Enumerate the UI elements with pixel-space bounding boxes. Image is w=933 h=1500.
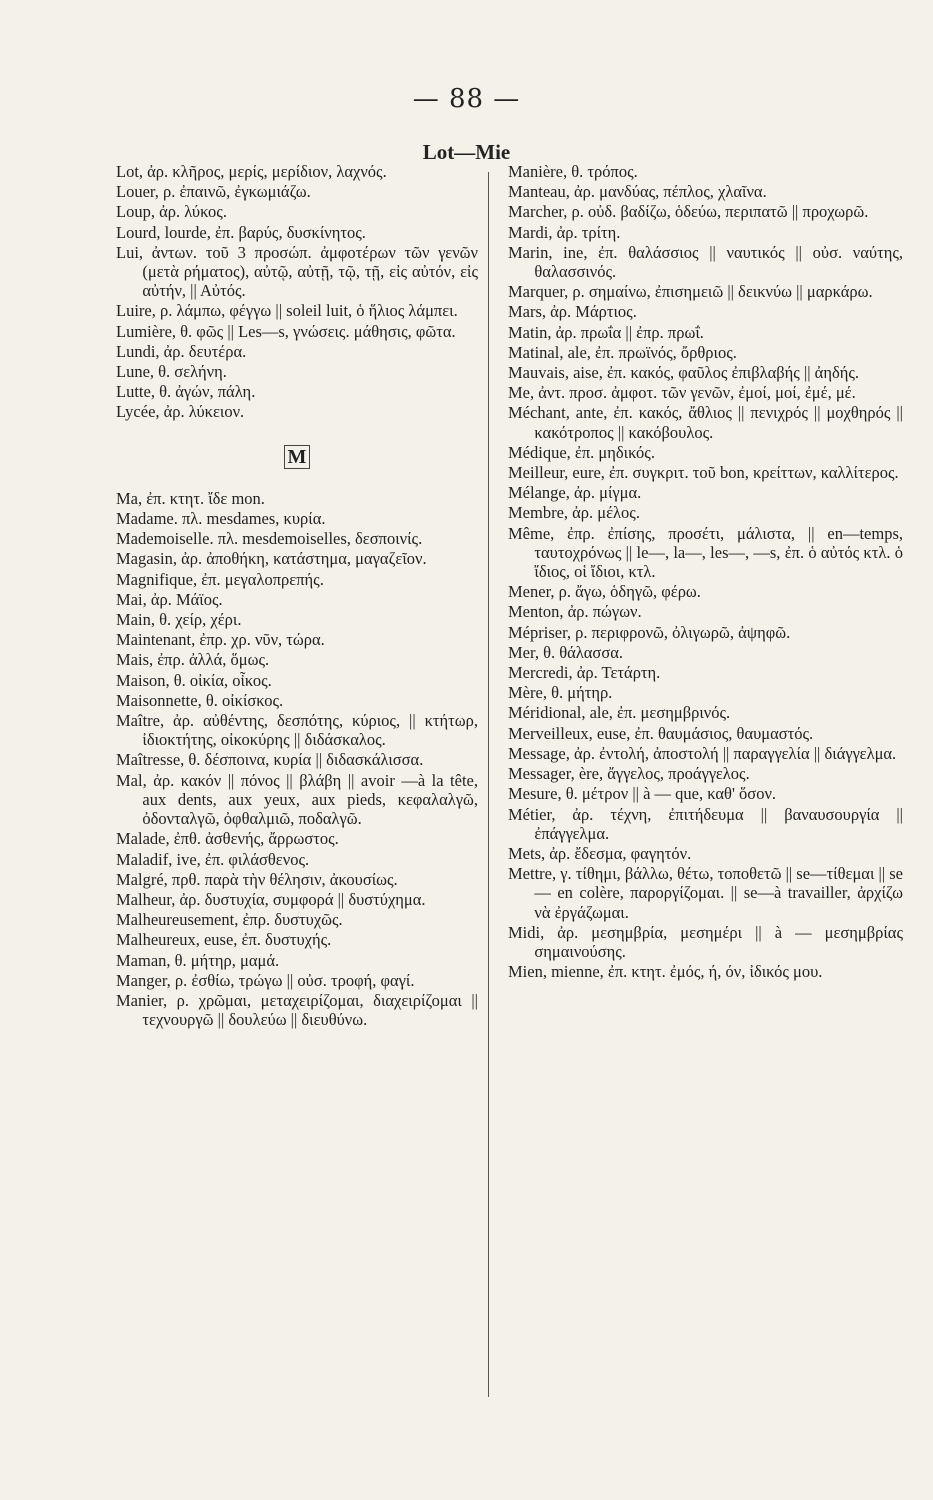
right-entries <box>508 162 903 981</box>
dictionary-entry: Marcher, ρ. οὐδ. βαδίζω, ὁδεύω, περιπατῶ || προχωρῶ. <box>508 202 869 222</box>
dictionary-entry: Mien, mienne, ἐπ. κτητ. ἐμός, ή, όν, ἰδικός μου. <box>508 962 823 982</box>
dictionary-entry: Mettre, γ. τίθημι, βάλλω, θέτω, τοποθετῶ || se—τίθεμαι || se— en colère, παροργίζομαι. || se—à travailler, ἀρχίζω νὰ ἐργάζωμαι. <box>508 864 903 922</box>
dictionary-entry: Maison, θ. οἰκία, οἶκος. <box>116 670 272 690</box>
dictionary-entry: Mépriser, ρ. περιφρονῶ, ὀλιγωρῶ, ἀψηφῶ. <box>508 622 791 642</box>
dictionary-entry: Madame. πλ. mesdames, κυρία. <box>116 509 326 529</box>
dictionary-entry: Matin, ἀρ. πρωΐα || ἐπρ. πρωΐ. <box>508 322 704 342</box>
dictionary-entry: Malheureusement, ἐπρ. δυστυχῶς. <box>116 910 343 930</box>
dictionary-entry: Meilleur, eure, ἐπ. συγκριτ. τοῦ bon, κρείττων, καλλίτερος. <box>508 463 899 483</box>
dictionary-entry: Mauvais, aise, ἐπ. κακός, φαῦλος ἐπιβλαβής || ἀηδής. <box>508 363 860 383</box>
dictionary-entry: Maman, θ. μήτηρ, μαμά. <box>116 950 280 970</box>
dictionary-entry: Mai, ἀρ. Μάϊος. <box>116 589 223 609</box>
dictionary-entry: Lui, ἀντων. τοῦ 3 προσώπ. ἀμφοτέρων τῶν γενῶν (μετὰ ρήματος), αὐτῷ, αὐτῇ, τῷ, τῇ, εἰς αὐτόν, εἰς αὐτήν, || Αὐτός. <box>116 242 478 301</box>
left-column <box>116 162 478 1030</box>
dictionary-entry: Mademoiselle. πλ. mesdemoiselles, δεσποινίς. <box>116 529 423 549</box>
dictionary-entry: Main, θ. χείρ, χέρι. <box>116 610 242 630</box>
page-number: — 88 — <box>412 84 521 114</box>
dictionary-entry: Loup, ἀρ. λύκος. <box>116 202 227 222</box>
dictionary-entry: Magnifique, ἐπ. μεγαλοπρεπής. <box>116 569 324 589</box>
dictionary-entry: Maintenant, ἐπρ. χρ. νῦν, τώρα. <box>116 630 325 650</box>
dictionary-entry: Manière, θ. τρόπος. <box>508 162 638 181</box>
dictionary-entry: Méchant, ante, ἐπ. κακός, ἄθλιος || πενιχρός || μοχθηρός || κακότροπος || κακόβουλος. <box>508 403 903 442</box>
dictionary-entry: Malheureux, euse, ἐπ. δυστυχής. <box>116 930 332 950</box>
dictionary-entry: Malheur, ἀρ. δυστυχία, συμφορά || δυστύχημα. <box>116 889 426 909</box>
dictionary-entry: Manier, ρ. χρῶμαι, μεταχειρίζομαι, διαχειρίζομαι || τεχνουργῶ || δουλεύω || διευθύνω. <box>116 990 478 1030</box>
dictionary-entry: Mesure, θ. μέτρον || à — que, καθ' ὅσον. <box>508 784 777 804</box>
right-column <box>508 162 903 982</box>
dictionary-entry: Mal, ἀρ. κακόν || πόνος || βλάβη || avoir —à la tête, aux dents, aux yeux, aux pieds, κεφαλαλγῶ, ὀδονταλγῶ, ὀφθαλμιῶ, ποδαλγῶ. <box>116 770 478 829</box>
dictionary-entry: Lune, θ. σελήνη. <box>116 362 227 382</box>
dictionary-entry: Maîtresse, θ. δέσποινα, κυρία || διδασκάλισσα. <box>116 750 424 770</box>
dictionary-entry: Maisonnette, θ. οἰκίσκος. <box>116 690 284 710</box>
dictionary-entry: Marquer, ρ. σημαίνω, ἐπισημειῶ || δεικνύω || μαρκάρω. <box>508 282 873 302</box>
dictionary-entry: Magasin, ἀρ. ἀποθήκη, κατάστημα, μαγαζεῖον. <box>116 549 427 569</box>
dictionary-entry: Lutte, θ. ἀγών, πάλη. <box>116 382 256 402</box>
dictionary-entry: Membre, ἀρ. μέλος. <box>508 503 640 523</box>
dictionary-entry: Médique, ἐπ. μηδικός. <box>508 442 655 462</box>
dictionary-entry: Louer, ρ. ἐπαινῶ, ἐγκωμιάζω. <box>116 182 311 202</box>
dictionary-entry: Malgré, πρθ. παρὰ τὴν θέλησιν, ἀκουσίως. <box>116 869 398 889</box>
dictionary-entry: Ma, ἐπ. κτητ. ἴδε mon. <box>116 488 265 508</box>
dictionary-entry: Mer, θ. θάλασσα. <box>508 642 623 662</box>
dictionary-entry: Même, ἐπρ. ἐπίσης, προσέτι, μάλιστα, || en—temps, ταυτοχρόνως || le—, la—, les—, —s, ἐπ. ὁ αὐτός κτλ. ὁ ἴδιος, οἱ ἴδιοι, κτλ. <box>508 523 903 582</box>
dictionary-entry: Matinal, ale, ἐπ. πρωϊνός, ὄρθριος. <box>508 342 737 362</box>
dictionary-entry: Mère, θ. μήτηρ. <box>508 683 613 703</box>
dictionary-entry: Midi, ἀρ. μεσημβρία, μεσημέρι || à — μεσημβρίας σημαινούσης. <box>508 922 903 961</box>
dictionary-entry: Maladif, ive, ἐπ. φιλάσθενος. <box>116 849 310 869</box>
dictionary-entry: Messager, ère, ἄγγελος, προάγγελος. <box>508 764 750 784</box>
dictionary-entry: Métier, ἀρ. τέχνη, ἐπιτήδευμα || βαναυσουργία || ἐπάγγελμα. <box>508 804 903 843</box>
running-header: Lot—Mie <box>422 140 511 164</box>
dictionary-entry: Me, ἀντ. προσ. ἀμφοτ. τῶν γενῶν, ἐμοί, μοί, ἐμέ, μέ. <box>508 383 856 403</box>
dictionary-entry: Message, ἀρ. ἐντολή, ἀποστολή || παραγγελία || διάγγελμα. <box>508 743 897 763</box>
dictionary-entry: Maître, ἀρ. αὐθέντης, δεσπότης, κύριος, || κτήτωρ, ἰδιοκτήτης, οἰκοκύρης || διδάσκαλος. <box>116 711 478 750</box>
dictionary-entry: Luire, ρ. λάμπω, φέγγω || soleil luit, ὁ ἥλιος λάμπει. <box>116 301 458 321</box>
dictionary-entry: Marin, ine, ἐπ. θαλάσσιος || ναυτικός || οὐσ. ναύτης, θαλασσινός. <box>508 242 903 282</box>
dictionary-entry: Méridional, ale, ἐπ. μεσημβρινός. <box>508 703 731 723</box>
dictionary-entry: Merveilleux, euse, ἐπ. θαυμάσιος, θαυμαστός. <box>508 723 814 743</box>
entries-after-section <box>116 489 478 1029</box>
dictionary-entry: Mener, ρ. ἄγω, ὁδηγῶ, φέρω. <box>508 582 701 602</box>
dictionary-entry: Lundi, ἀρ. δευτέρα. <box>116 341 247 361</box>
dictionary-entry: Lumière, θ. φῶς || Les—s, γνώσεις. μάθησις, φῶτα. <box>116 321 456 341</box>
dictionary-entry: Manteau, ἀρ. μανδύας, πέπλος, χλαῖνα. <box>508 182 767 202</box>
dictionary-entry: Manger, ρ. ἐσθίω, τρώγω || οὐσ. τροφή, φαγί. <box>116 970 415 990</box>
dictionary-entry: Mars, ἀρ. Μάρτιος. <box>508 302 637 322</box>
dictionary-entry: Menton, ἀρ. πώγων. <box>508 602 642 622</box>
dictionary-entry: Lycée, ἀρ. λύκειον. <box>116 402 245 422</box>
dictionary-entry: Mélange, ἀρ. μίγμα. <box>508 483 642 503</box>
dictionary-entry: Mercredi, ἀρ. Τετάρτη. <box>508 663 661 683</box>
section-letter: M <box>116 448 478 467</box>
column-divider <box>488 172 489 1397</box>
dictionary-entry: Mardi, ἀρ. τρίτη. <box>508 222 621 242</box>
dictionary-entry: Mets, ἀρ. ἔδεσμα, φαγητόν. <box>508 843 692 863</box>
entries-before-section <box>116 162 478 422</box>
dictionary-entry: Malade, ἐπθ. ἀσθενής, ἄρρωστος. <box>116 829 339 849</box>
dictionary-entry: Mais, ἐπρ. ἀλλά, ὅμως. <box>116 650 270 670</box>
dictionary-entry: Lourd, lourde, ἐπ. βαρύς, δυσκίνητος. <box>116 222 366 242</box>
dictionary-entry: Lot, ἀρ. κλῆρος, μερίς, μερίδιον, λαχνός. <box>116 162 387 181</box>
